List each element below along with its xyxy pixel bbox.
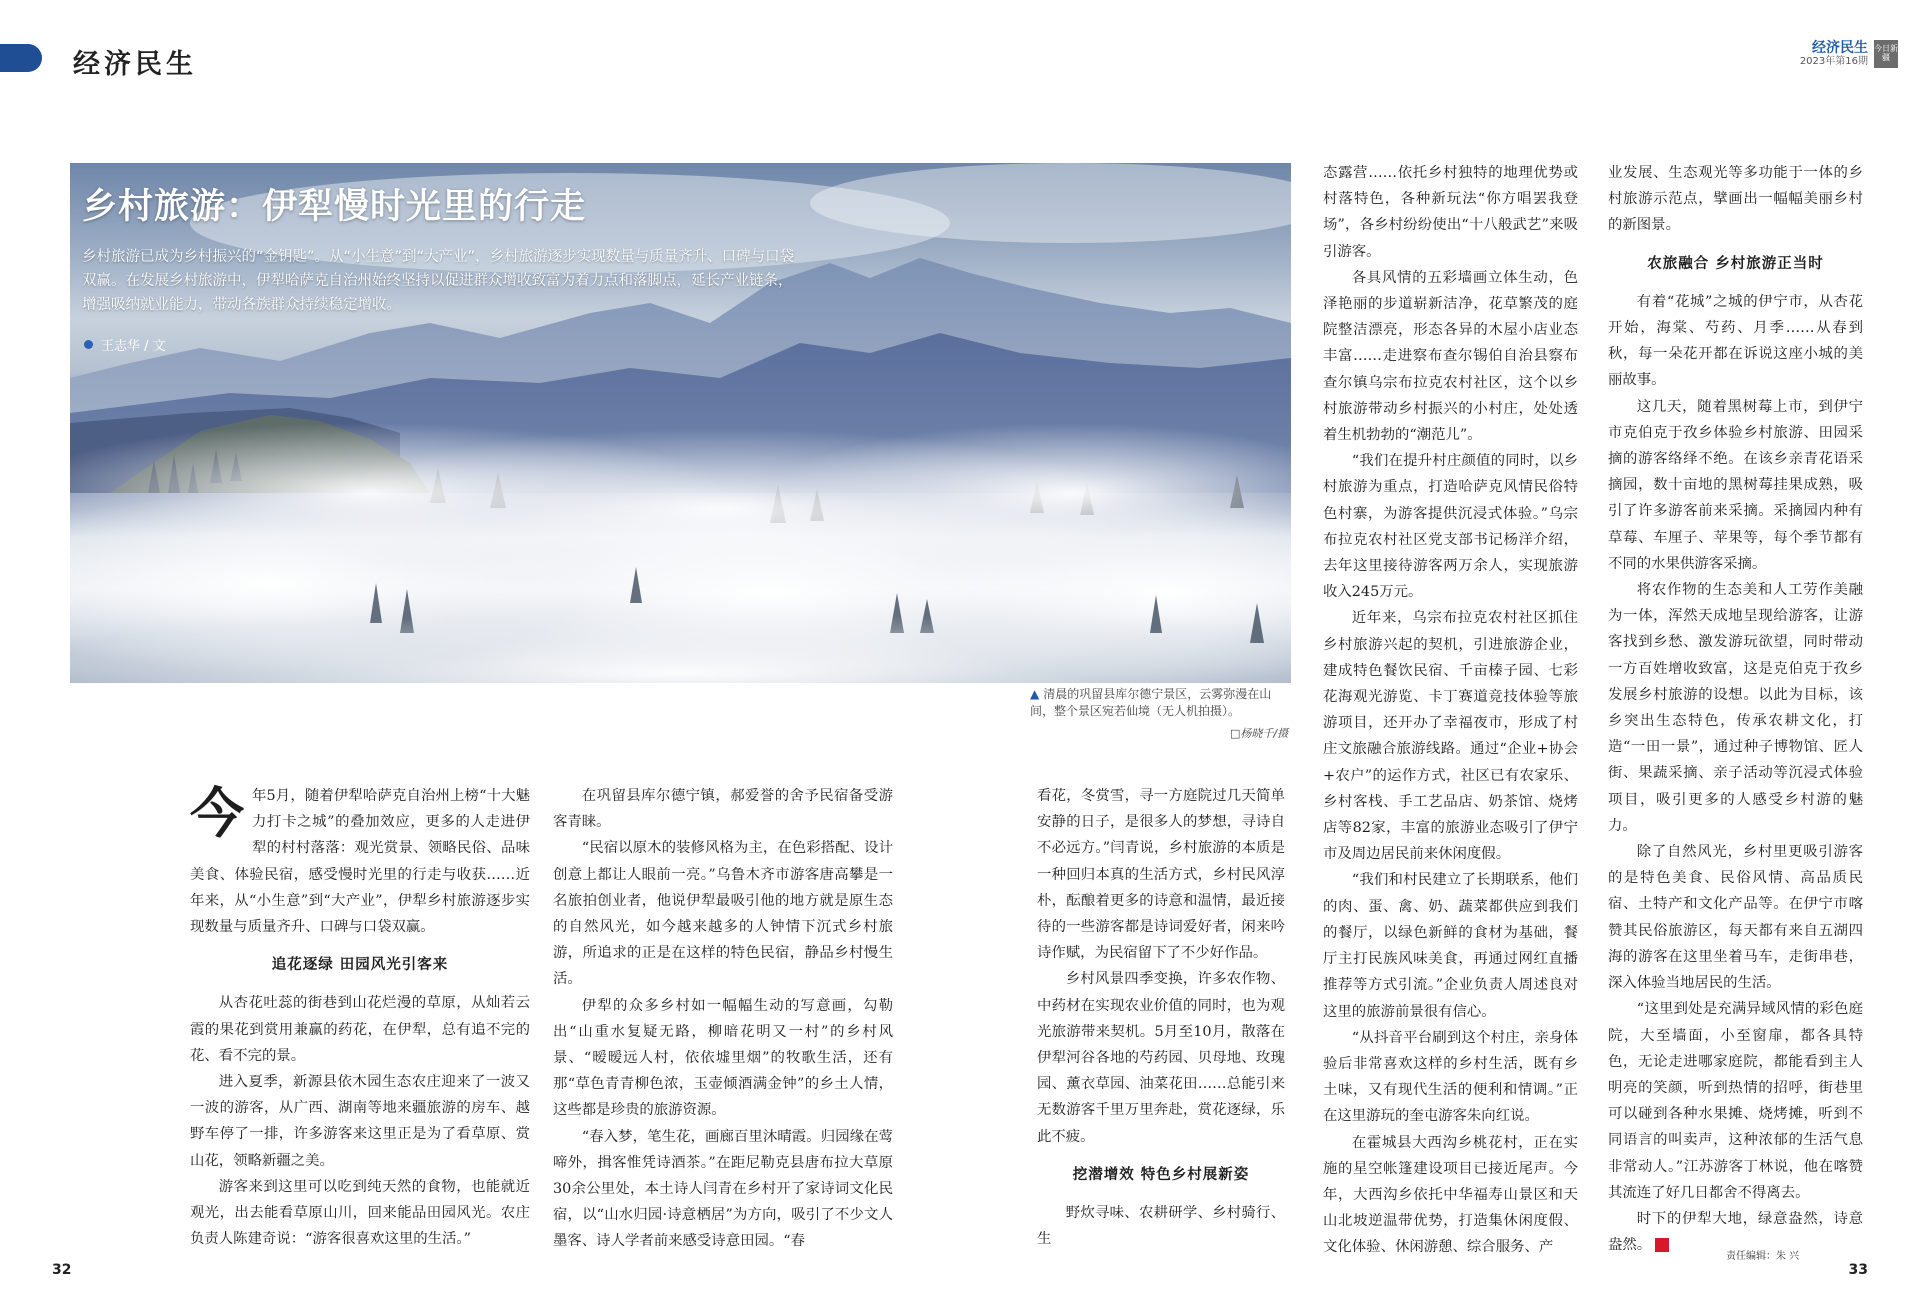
page-number-right: 33 — [1848, 1262, 1868, 1278]
issue-number: 2023年第16期 — [1799, 56, 1868, 67]
paragraph: 游客来到这里可以吃到纯天然的食物，也能就近观光，出去能看草原山川，回来能品田园风光。农庄负责人陈建奇说：“游客很喜欢这里的生活。” — [190, 1178, 530, 1248]
masthead — [1800, 40, 1898, 68]
article-title: 乡村旅游：伊犁慢时光里的行走 — [82, 187, 587, 227]
photo-credit: □杨晓千/摄 — [1230, 727, 1289, 740]
paragraph: 除了自然风光，乡村里更吸引游客的是特色美食、民俗风情、高品质民宿、土特产和文化产品等。在伊宁市喀赞其民俗旅游区，每天都有来自五湖四海的游客在这里坐着马车，走街串巷，深入体验当地居民的生活。 — [1608, 844, 1863, 992]
paragraph: 这几天，随着黑树莓上市，到伊宁市克伯克于孜乡体验乡村旅游、田园采摘的游客络绎不绝。在该乡亲青花语采摘园，数十亩地的黑树莓挂果成熟，吸引了许多游客前来采摘。采摘园内种有草莓、车厘子、苹果等，每个季节都有不同的水果供游客采摘。 — [1608, 398, 1863, 572]
paragraph: 进入夏季，新源县依木园生态农庄迎来了一波又一波的游客，从广西、湖南等地来疆旅游的房车、越野车停了一排，许多游客来这里正是为了看草原、赏山花，领略新疆之美。 — [190, 1074, 530, 1169]
paragraph: 有着“花城”之城的伊宁市，从杏花开始，海棠、芍药、月季……从春到秋，每一朵花开都在诉说这座小城的美丽故事。 — [1608, 293, 1863, 389]
paragraph: 乡村风景四季变换，许多农作物、中药材在实现农业价值的同时，也为观光旅游带来契机。5月至10月，散落在伊犁河谷各地的芍药园、贝母地、玫瑰园、薰衣草园、油菜花田……总能引来无数游客千里万里奔赴，赏花逐绿，乐此不疲。 — [1037, 971, 1285, 1145]
section-title: 经济民生 — [73, 49, 197, 80]
paragraph: 伊犁的众多乡村如一幅幅生动的写意画，勾勒出“山重水复疑无路，柳暗花明又一村”的乡村风景、“暧暧远人村，依依墟里烟”的牧歌生活，还有那“草色青青柳色浓，玉壶倾酒满金钟”的乡土人情，这些都是珍贵的旅游资源。 — [553, 997, 893, 1119]
triangle-up-icon: ▲ — [1030, 687, 1040, 701]
paragraph: 在霍城县大西沟乡桃花村，正在实施的星空帐篷建设项目已接近尾声。今年，大西沟乡依托中华福寿山景区和天山北坡逆温带优势，打造集休闲度假、文化体验、休闲游憩、综合服务、产 — [1323, 1134, 1578, 1256]
editor-credit: 责任编辑：朱 兴 — [1726, 1251, 1800, 1262]
byline — [84, 335, 166, 354]
closing-text: 时下的伊犁大地，绿意盎然，诗意盎然。 — [1608, 1210, 1863, 1254]
paragraph-continued: 看花，冬赏雪，寻一方庭院过几天简单安静的日子，是很多人的梦想，寻诗自不必远方。”闫青说，乡村旅游的本质是一种回归本真的生活方式，乡村民风淳朴，酝酿着更多的诗意和温情，最近接待的一些游客都是诗词爱好者，闲来吟诗作赋，为民宿留下了不少好作品。 — [1037, 788, 1285, 962]
end-mark-icon — [1655, 1238, 1669, 1252]
caption-text: 清晨的巩留县库尔德宁景区，云雾弥漫在山间，整个景区宛若仙境（无人机拍摄）。 — [1030, 687, 1272, 718]
paragraph: “我们在提升村庄颜值的同时，以乡村旅游为重点，打造哈萨克风情民俗特色村寨，为游客提供沉浸式体验。”乌宗布拉克农村社区党支部书记杨洋介绍，去年这里接待游客两万余人，实现旅游收入245万元。 — [1323, 453, 1578, 601]
paragraph: 从杏花吐蕊的街巷到山花烂漫的草原，从灿若云霞的果花到赏用兼赢的药花，在伊犁，总有追不完的花、看不完的景。 — [190, 995, 530, 1064]
byline-dot-icon — [84, 340, 93, 349]
text-column-5 — [1608, 160, 1863, 1258]
article-lede: 乡村旅游已成为乡村振兴的“金钥匙”。从“小生意”到“大产业”，乡村旅游逐步实现数量与质量齐升、口碑与口袋双赢。在发展乡村旅游中，伊犁哈萨克自治州始终坚持以促进群众增收致富为着力点和落脚点，延长产业链条，增强吸纳就业能力，带动各族群众持续稳定增收。 — [82, 249, 795, 313]
paragraph: “这里到处是充满异域风情的彩色庭院，大至墙面，小至窗扉，都各具特色，无论走进哪家庭院，都能看到主人明亮的笑颜，听到热情的招呼，街巷里可以碰到各种水果摊、烧烤摊，听到不同语言的叫卖声，这种浓郁的生活气息非常动人。”江苏游客丁林说，他在喀赞其流连了好几日都舍不得离去。 — [1608, 1001, 1863, 1201]
paragraph-continued: 态露营……依托乡村独特的地理优势或村落特色，各种新玩法“你方唱罢我登场”，各乡村纷纷使出“十八般武艺”来吸引游客。 — [1323, 165, 1578, 260]
subheading-3: 农旅融合 乡村旅游正当时 — [1647, 255, 1824, 272]
page-number-left: 32 — [52, 1262, 72, 1278]
paragraph: “我们和村民建立了长期联系，他们的肉、蛋、禽、奶、蔬菜都供应到我们的餐厅，以绿色新鲜的食材为基础，餐厅主打民族风味美食，再通过网红直播推荐等方式引流。”企业负责人周述良对这里的旅游前景很有信心。 — [1323, 872, 1578, 1020]
magazine-section-name: 经济民生 — [1812, 40, 1868, 56]
subheading-1: 追花逐绿 田园风光引客来 — [271, 957, 449, 974]
paragraph: 各具风情的五彩墙画立体生动，色泽艳丽的步道崭新洁净，花草繁茂的庭院整洁漂亮，形态各异的木屋小店业态丰富……走进察布查尔锡伯自治县察布查尔镇乌宗布拉克农村社区，这个以乡村旅游带动乡村振兴的小村庄，处处透着生机勃勃的“潮范儿”。 — [1323, 269, 1578, 444]
paragraph: 野炊寻味、农耕研学、乡村骑行、生 — [1037, 1205, 1285, 1248]
paragraph: 将农作物的生态美和人工劳作美融为一体，浑然天成地呈现给游客，让游客找到乡愁、激发游玩欲望，同时带动一方百姓增收致富，这是克伯克于孜乡发展乡村旅游的设想。以此为目标，该乡突出生态特色，传承农耕文化，打造“一田一景”，通过种子博物馆、匠人街、果蔬采摘、亲子活动等沉浸式体验项目，吸引更多的人感受乡村游的魅力。 — [1608, 582, 1863, 834]
paragraph: “民宿以原木的装修风格为主，在色彩搭配、设计创意上都让人眼前一亮。”乌鲁木齐市游客唐高攀是一名旅拍创业者，他说伊犁最吸引他的地方就是原生态的自然风光，如今越来越多的人钟情下沉式乡村旅游，所追求的正是在这样的特色民宿，静品乡村慢生活。 — [553, 840, 893, 988]
masthead-text — [1800, 40, 1868, 68]
intro-text: 年5月，随着伊犁哈萨克自治州上榜“十大魅力打卡之城”的叠加效应，更多的人走进伊犁的村村落落：观光赏景、领略民俗、品味美食、体验民宿，感受慢时光里的行走与收获……近年来，从“小生意”到“大产业”，伊犁乡村旅游逐步实现数量与质量齐升、口碑与口袋双赢。 — [190, 788, 530, 936]
text-column-3 — [1037, 783, 1285, 1252]
byline-text: 王志华 / 文 — [101, 339, 166, 354]
paragraph: 在巩留县库尔德宁镇，郝爱誉的舍予民宿备受游客青睐。 — [553, 788, 893, 831]
paragraph: 近年来，乌宗布拉克农村社区抓住乡村旅游兴起的契机，引进旅游企业，建成特色餐饮民宿、千亩榛子园、七彩花海观光游览、卡丁赛道竞技体验等旅游项目，还开办了幸福夜市，形成了村庄文旅融合旅游线路。通过“企业+协会+农户”的运作方式，社区已有农家乐、乡村客栈、手工艺品店、奶茶馆、烧烤店等82家，丰富的旅游业态吸引了伊宁市及周边居民前来休闲度假。 — [1323, 610, 1578, 863]
paragraph-continued: 业发展、生态观光等多功能于一体的乡村旅游示范点，擘画出一幅幅美丽乡村的新图景。 — [1608, 165, 1863, 234]
paragraph: “春入梦，笔生花，画廊百里沐晴霞。归园缘在莺啼外，揖客惟凭诗酒茶。”在距尼勒克县唐布拉大草原30余公里处，本土诗人闫青在乡村开了家诗词文化民宿，以“山水归园·诗意栖居”为方向，吸引了不少文人墨客、诗人学者前来感受诗意田园。“春 — [553, 1128, 893, 1250]
section-tab-marker — [0, 44, 42, 72]
photo-caption — [1030, 686, 1292, 720]
hero-photo — [70, 163, 1291, 683]
mountain-cloud-illustration — [70, 163, 1291, 683]
magazine-logo: 今日新疆 — [1874, 40, 1898, 68]
paragraph: “从抖音平台刷到这个村庄，亲身体验后非常喜欢这样的乡村生活，既有乡土味，又有现代生活的便利和情调。”正在这里游玩的奎屯游客朱向红说。 — [1323, 1029, 1578, 1125]
text-column-4 — [1323, 160, 1578, 1261]
intro-paragraph — [190, 783, 530, 940]
subheading-2: 挖潜增效 特色乡村展新姿 — [1072, 1166, 1250, 1183]
text-column-1 — [190, 783, 530, 1252]
text-column-2 — [553, 783, 893, 1255]
drop-cap: 今 — [190, 782, 244, 845]
